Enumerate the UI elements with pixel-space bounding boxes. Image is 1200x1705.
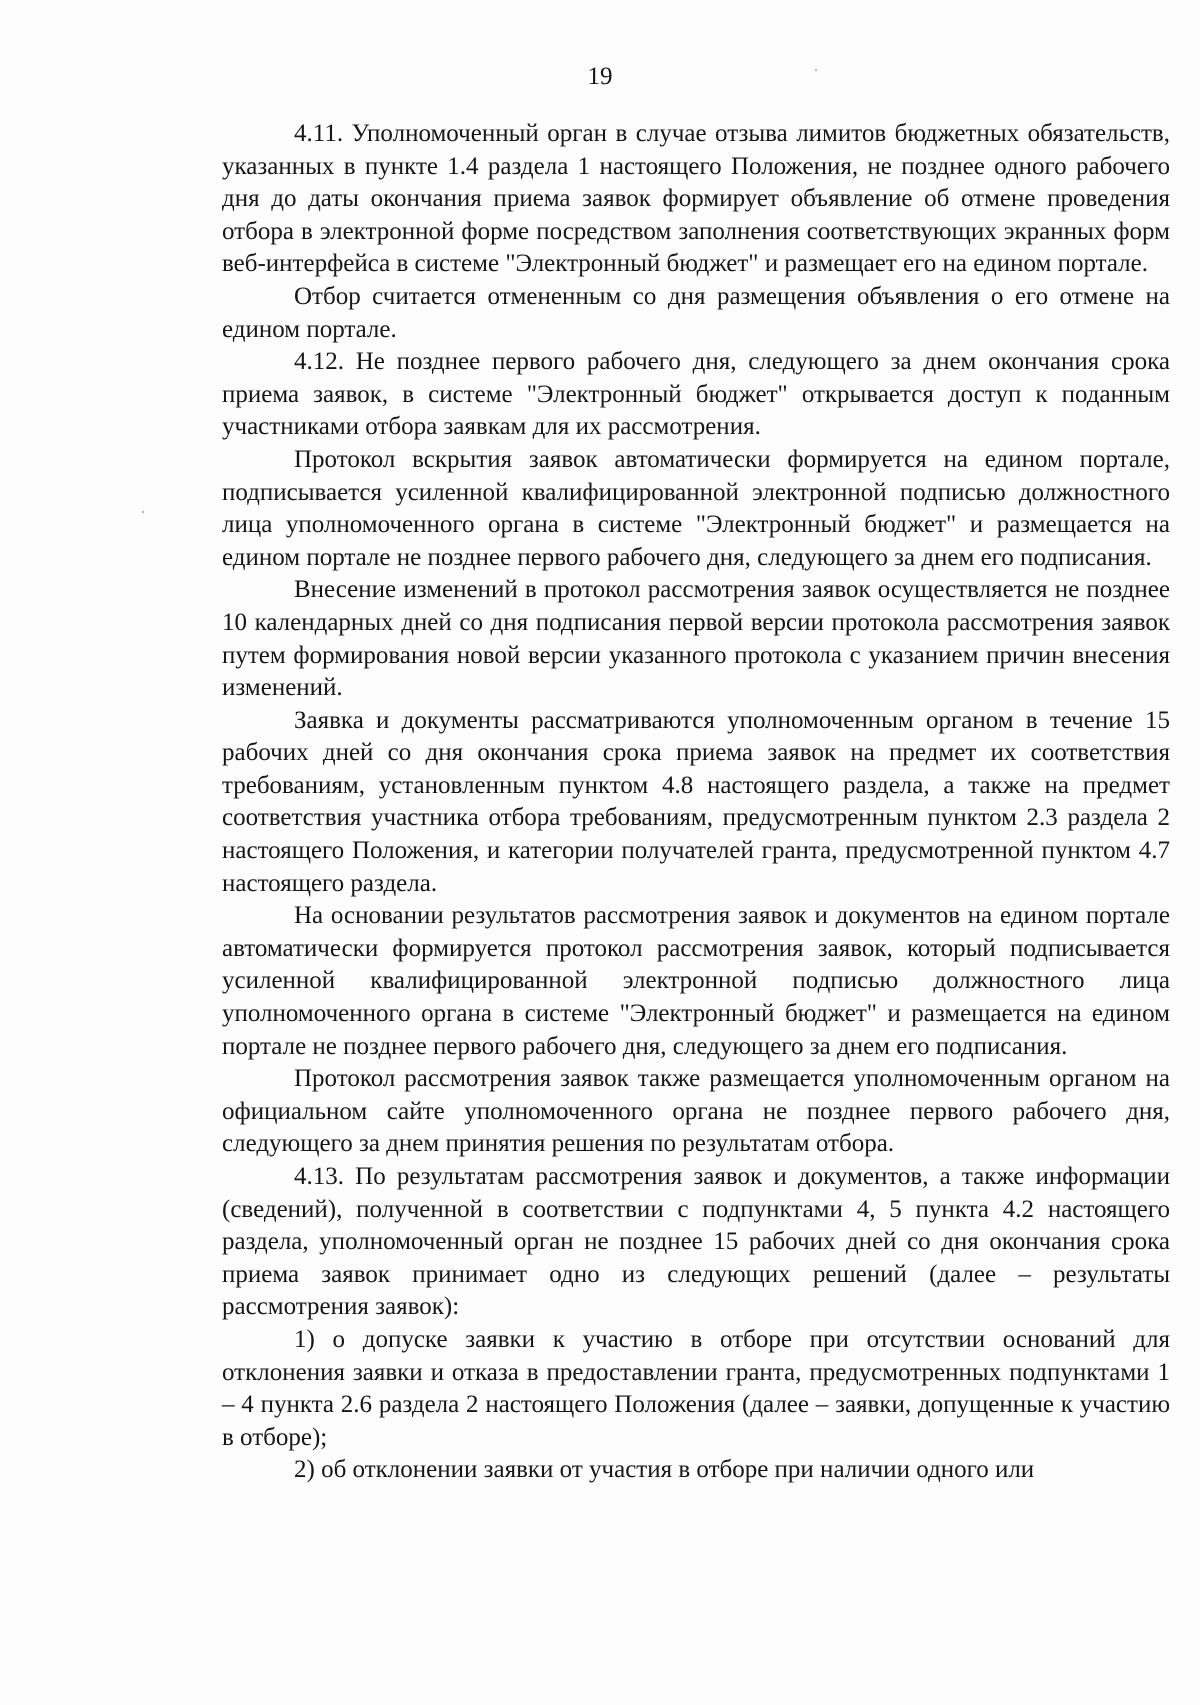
paragraph-opening-protocol: Протокол вскрытия заявок автоматически формируется на едином портале, подписывается усиленной квалифицированной электронной подписью должностного лица уполномоченного органа в системе "Электронный бюджет" и размещается на едином портале не позднее первого рабочего дня, следующего за днем его подписания. [222,445,1170,571]
paragraph-4-11: 4.11. Уполномоченный орган в случае отзыва лимитов бюджетных обязательств, указанных в пункте 1.4 раздела 1 настоящего Положения, не позднее одного рабочего дня до даты окончания приема заявок формирует объявление об отмене проведения отбора в электронной форме посредством заполнения соответствующих экранных форм веб-интерфейса в системе "Электронный бюджет" и размещает его на едином портале. [222,120,1170,278]
paragraph-review-protocol: На основании результатов рассмотрения заявок и документов на едином портале автоматически формируется протокол рассмотрения заявок, который подписывается усиленной квалифицированной электронной подписью должностного лица уполномоченного органа в системе "Электронный бюджет" и размещается на едином портале не позднее первого рабочего дня, следующего за днем его подписания. [222,902,1170,1060]
paragraph-protocol-changes: Внесение изменений в протокол рассмотрения заявок осуществляется не позднее 10 календарных дней со дня подписания первой версии протокола рассмотрения заявок путем формирования новой версии указанного протокола с указанием причин внесения изменений. [222,576,1170,702]
scan-speck-mark [815,69,817,71]
paragraph-4-13: 4.13. По результатам рассмотрения заявок и документов, а также информации (сведений), полученной в соответствии с подпунктами 4, 5 пункта 4.2 настоящего раздела, уполномоченный орган не позднее 15 рабочих дней со дня окончания срока приема заявок принимает одно из следующих решений (далее – результаты рассмотрения заявок): [222,1163,1170,1321]
paragraph-review-period: Заявка и документы рассматриваются уполномоченным органом в течение 15 рабочих дней со дня окончания срока приема заявок на предмет их соответствия требованиям, установленным пунктом 4.8 настоящего раздела, а также на предмет соответствия участника отбора требованиям, предусмотренным пунктом 2.3 раздела 2 настоящего Положения, и категории получателей гранта, предусмотренной пунктом 4.7 настоящего раздела. [222,706,1170,897]
paragraph-4-12: 4.12. Не позднее первого рабочего дня, следующего за днем окончания срока приема заявок, в системе "Электронный бюджет" открывается доступ к поданным участниками отбора заявкам для их рассмотрения. [222,348,1170,441]
list-item-1: 1) о допуске заявки к участию в отборе при отсутствии оснований для отклонения заявки и отказа в предоставлении гранта, предусмотренных подпунктами 1 – 4 пункта 2.6 раздела 2 настоящего Положения (далее – заявки, допущенные к участию в отборе); [222,1325,1170,1451]
scan-speck-mark [142,511,144,513]
list-item-2: 2) об отклонении заявки от участия в отборе при наличии одного или [294,1456,1035,1484]
paragraph-selection-cancelled: Отбор считается отмененным со дня размещения объявления о его отмене на едином портале. [222,282,1170,343]
document-body [222,118,1170,1487]
page-number: 19 [587,63,613,90]
paragraph-official-site: Протокол рассмотрения заявок также размещается уполномоченным органом на официальном сайте уполномоченного органа не позднее первого рабочего дня, следующего за днем принятия решения по результатам отбора. [222,1065,1170,1158]
